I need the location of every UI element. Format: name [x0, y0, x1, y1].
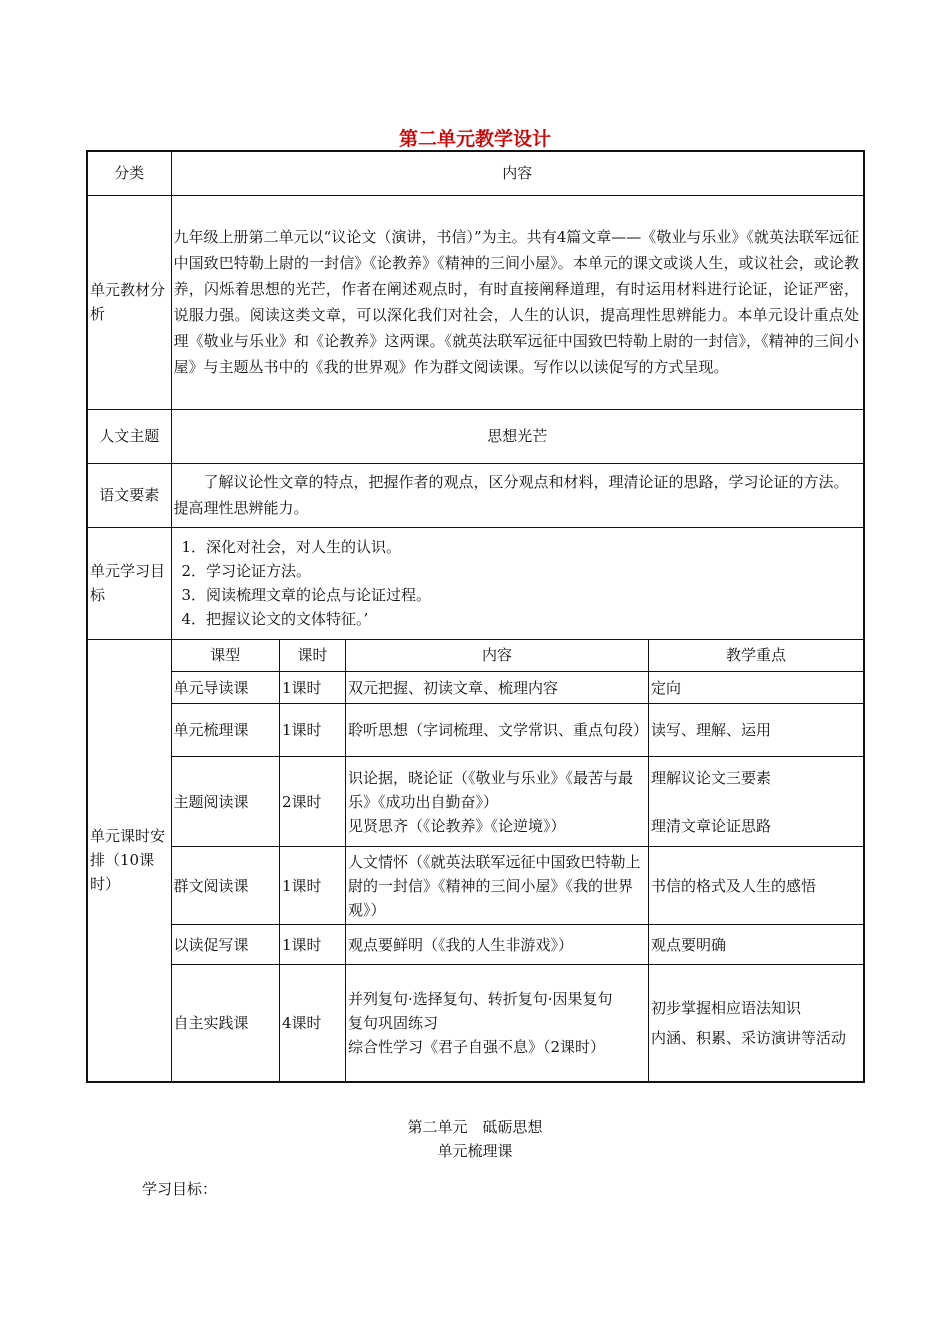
goals-list [171, 527, 864, 639]
analysis-label: 单元教材分析 [87, 195, 171, 409]
content-line: 综合性学习《君子自强不息》（2课时） [348, 1037, 606, 1056]
schedule-row-item [172, 672, 864, 704]
lesson-type: 主题阅读课 [172, 757, 280, 847]
focus-line: 初步掌握相应语法知识 [651, 998, 802, 1017]
schedule-header-hours: 课时 [280, 640, 346, 672]
goal-item: 2．学习论证方法。 [181, 562, 312, 580]
lesson-focus: 书信的格式及人生的感悟 [649, 847, 864, 925]
lesson-content: 聆听思想（字词梳理、文学常识、重点句段） [346, 704, 649, 757]
schedule-row-item [172, 757, 864, 847]
schedule-header-type: 课型 [172, 640, 280, 672]
lesson-focus [649, 757, 864, 847]
schedule-cell [171, 639, 864, 1082]
lesson-content [346, 965, 649, 1081]
goal-item: 3．阅读梳理文章的论点与论证过程。 [181, 586, 432, 604]
content-line: 见贤思齐（《论教养》《论逆境》） [348, 816, 566, 835]
elements-row [87, 463, 864, 527]
page-title: 第二单元教学设计 [398, 128, 551, 150]
focus-line: 理解议论文三要素 [651, 768, 772, 787]
schedule-table [172, 640, 864, 1081]
content-line: 并列复句·选择复句、转折复句·因果复句 [348, 989, 613, 1008]
design-table [86, 150, 865, 1083]
header-category: 分类 [87, 151, 171, 195]
header-content: 内容 [171, 151, 864, 195]
theme-row [87, 409, 864, 463]
elements-paragraph: 了解议论性文章的特点，把握作者的观点，区分观点和材料，理清论证的思路，学习论证的方法。提高理性思辨能力。 [173, 473, 849, 517]
lesson-content [346, 757, 649, 847]
study-goal-label: 学习目标： [142, 1180, 218, 1198]
schedule-row-item [172, 847, 864, 925]
lesson-focus [649, 965, 864, 1081]
lesson-hours: 1课时 [280, 925, 346, 965]
lesson-type: 单元导读课 [172, 672, 280, 704]
schedule-header-focus: 教学重点 [649, 640, 864, 672]
content-line: 复句巩固练习 [348, 1013, 439, 1032]
goal-item: 1．深化对社会，对人生的认识。 [181, 538, 402, 556]
schedule-row-item [172, 925, 864, 965]
goals-row [87, 527, 864, 639]
theme-label: 人文主题 [87, 409, 171, 463]
lesson-focus: 观点要明确 [649, 925, 864, 965]
lesson-hours: 1课时 [280, 847, 346, 925]
lesson-type: 自主实践课 [172, 965, 280, 1081]
analysis-text: 九年级上册第二单元以“议论文（演讲，书信）”为主。共有4篇文章——《敬业与乐业》《就英法联军远征中国致巴特勒上尉的一封信》《论教养》《精神的三间小屋》。本单元的课文或谈人生，或议社会，或论教养，闪烁着思想的光芒，作者在阐述观点时，有时直接阐释道理，有时运用材料进行论证，论证严密，说服力强。阅读这类文章，可以深化我们对社会，人生的认识，提高理性思辨能力。本单元设计重点处理《敬业与乐业》和《论教养》这两课。《就英法联军远征中国致巴特勒上尉的一封信》，《精神的三间小屋》与主题丛书中的《我的世界观》作为群文阅读课。写作以以读促写的方式呈现。 [171, 195, 864, 409]
focus-line: 理清文章论证思路 [651, 816, 772, 835]
lesson-focus: 定向 [649, 672, 864, 704]
lesson-hours: 1课时 [280, 672, 346, 704]
unit-heading: 第二单元 砥砺思想 [407, 1118, 543, 1136]
lesson-content: 双元把握、初读文章、梳理内容 [346, 672, 649, 704]
analysis-row [87, 195, 864, 409]
header-row [87, 151, 864, 195]
schedule-row-item [172, 965, 864, 1081]
lesson-type: 单元梳理课 [172, 704, 280, 757]
lesson-type: 以读促写课 [172, 925, 280, 965]
elements-label: 语文要素 [87, 463, 171, 527]
lesson-hours: 4课时 [280, 965, 346, 1081]
theme-text: 思想光芒 [171, 409, 864, 463]
focus-line: 内涵、积累、采访演讲等活动 [651, 1028, 847, 1047]
content-line: 识论据，晓论证（《敬业与乐业》《最苦与最乐》《成功出自勤奋》） [348, 768, 634, 811]
schedule-row [87, 639, 864, 1082]
goal-item: 4．把握议论文的文体特征。’ [181, 610, 369, 628]
lesson-heading: 单元梳理课 [437, 1142, 513, 1160]
schedule-label: 单元课时安排（10课时） [87, 639, 171, 1082]
lesson-content: 观点要鲜明（《我的人生非游戏》） [346, 925, 649, 965]
lesson-hours: 1课时 [280, 704, 346, 757]
lesson-hours: 2课时 [280, 757, 346, 847]
elements-text [171, 463, 864, 527]
lesson-type: 群文阅读课 [172, 847, 280, 925]
schedule-row-item [172, 704, 864, 757]
lesson-content: 人文情怀（《就英法联军远征中国致巴特勒上尉的一封信》《精神的三间小屋》《我的世界观》） [346, 847, 649, 925]
schedule-header-row [172, 640, 864, 672]
goals-label: 单元学习目标 [87, 527, 171, 639]
schedule-header-content: 内容 [346, 640, 649, 672]
lesson-focus: 读写、理解、运用 [649, 704, 864, 757]
